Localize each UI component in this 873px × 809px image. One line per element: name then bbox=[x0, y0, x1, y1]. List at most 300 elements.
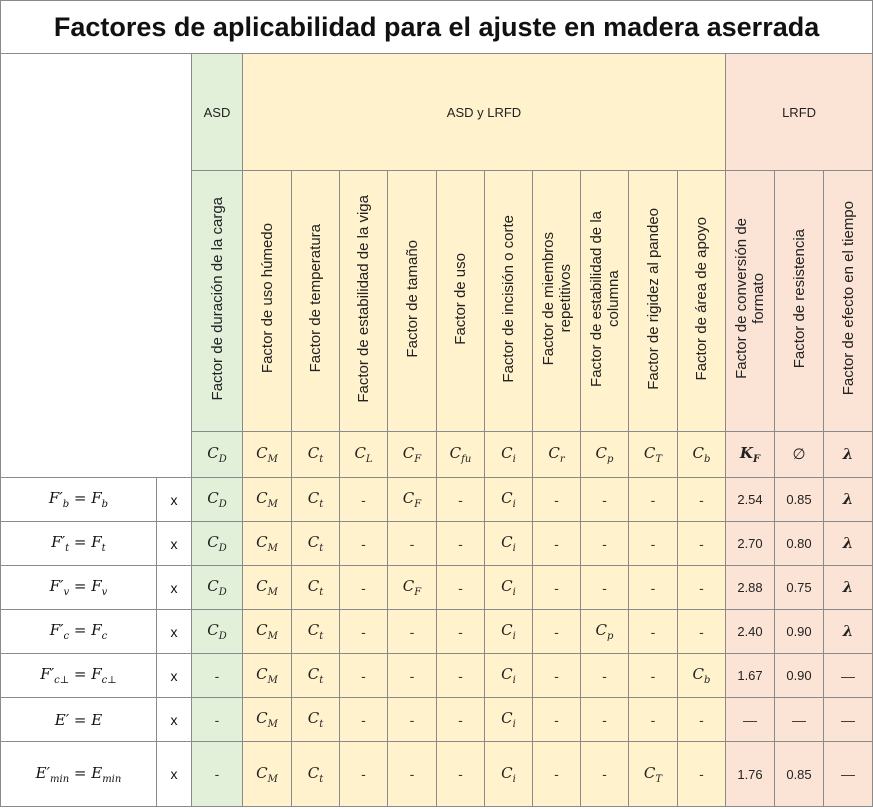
factor-value-symbol-sub: M bbox=[267, 675, 278, 686]
equation-rhs bbox=[91, 621, 108, 642]
factor-name: Factor de uso bbox=[452, 252, 469, 345]
factor-value-symbol bbox=[307, 621, 324, 642]
factor-value-symbol-sub: M bbox=[267, 499, 278, 510]
factor-value-cell bbox=[485, 654, 533, 698]
factor-value-symbol bbox=[256, 763, 278, 785]
factor-value-cell: - bbox=[629, 610, 678, 654]
factor-value-cell: — bbox=[726, 698, 775, 742]
factor-value-cell bbox=[485, 478, 533, 522]
equation-rhs-sub: t bbox=[101, 543, 106, 554]
factor-symbol-cell bbox=[775, 432, 824, 478]
factor-value-cell: - bbox=[533, 698, 581, 742]
factor-value-cell: - bbox=[340, 522, 388, 566]
factor-value-symbol-sub: M bbox=[267, 719, 278, 730]
factor-value-symbol-main: C bbox=[643, 763, 656, 782]
factor-value-symbol-main: C bbox=[307, 533, 320, 551]
factor-symbol bbox=[843, 445, 854, 463]
factor-symbol-main: C bbox=[692, 444, 705, 462]
factor-value-symbol bbox=[501, 621, 516, 642]
factor-value-cell: - bbox=[437, 478, 485, 522]
factor-value-symbol-main: C bbox=[307, 709, 320, 727]
multiply-sign: x bbox=[157, 610, 192, 654]
factor-symbol-sub: fu bbox=[461, 454, 472, 465]
factor-name-cell bbox=[192, 171, 243, 432]
equation-rhs-sub: c⊥ bbox=[101, 675, 117, 686]
factor-value-symbol-sub: i bbox=[512, 587, 516, 598]
factor-value-cell: 2.88 bbox=[726, 566, 775, 610]
factor-value-cell: - bbox=[581, 478, 629, 522]
equation-rhs-sub: b bbox=[101, 499, 109, 510]
equation-lhs bbox=[55, 711, 69, 729]
factor-value-cell: - bbox=[581, 742, 629, 807]
factor-value-cell: — bbox=[824, 742, 873, 807]
table-row bbox=[1, 654, 873, 698]
factor-value-cell bbox=[388, 566, 437, 610]
factor-name-cell bbox=[678, 171, 726, 432]
equation-lhs bbox=[48, 489, 70, 510]
group-header-asd-lrfd: ASD y LRFD bbox=[243, 54, 726, 171]
factor-value-cell: - bbox=[340, 566, 388, 610]
factor-value-cell bbox=[243, 522, 292, 566]
factor-value-symbol-sub: i bbox=[512, 719, 516, 730]
factor-value-symbol-sub: i bbox=[512, 631, 516, 642]
factor-symbol-cell bbox=[192, 432, 243, 478]
factor-value-cell bbox=[243, 654, 292, 698]
equation-rhs-main: F bbox=[91, 665, 102, 683]
factor-value-cell: - bbox=[581, 566, 629, 610]
factor-value-cell: - bbox=[388, 522, 437, 566]
factor-value-cell: - bbox=[340, 610, 388, 654]
factor-value-symbol-sub: i bbox=[512, 543, 516, 554]
equation-lhs bbox=[51, 533, 70, 554]
factor-value-cell bbox=[292, 654, 340, 698]
factor-value-symbol-main: C bbox=[307, 763, 320, 782]
factor-value-cell bbox=[292, 478, 340, 522]
lambda-symbol: λ bbox=[842, 622, 854, 640]
equation-rhs-main: F bbox=[91, 533, 102, 551]
factor-value-symbol-main: C bbox=[692, 665, 705, 683]
factor-value-cell bbox=[388, 478, 437, 522]
factor-value-cell: - bbox=[340, 478, 388, 522]
factor-name-cell bbox=[437, 171, 485, 432]
factor-value-symbol-sub: i bbox=[512, 675, 516, 686]
factor-value-cell: - bbox=[678, 522, 726, 566]
factor-value-symbol bbox=[402, 489, 422, 510]
factor-value-symbol-main: C bbox=[256, 489, 268, 507]
factor-symbol-sub: D bbox=[218, 454, 227, 465]
factor-value-cell: - bbox=[388, 610, 437, 654]
factor-value-cell: - bbox=[437, 522, 485, 566]
factor-value-symbol-main: C bbox=[501, 621, 513, 639]
factor-symbol-main: C bbox=[402, 444, 415, 462]
factor-value-symbol bbox=[307, 577, 324, 598]
factor-symbol bbox=[692, 444, 711, 465]
factor-symbol-cell bbox=[292, 432, 340, 478]
factor-value-cell: - bbox=[192, 742, 243, 807]
factor-value-symbol-sub: t bbox=[319, 773, 324, 785]
equation-lhs-main: E′ bbox=[35, 763, 51, 782]
factor-name-cell bbox=[775, 171, 824, 432]
factor-value-cell bbox=[485, 610, 533, 654]
factor-value-symbol-main: C bbox=[307, 621, 320, 639]
factor-value-symbol-sub: M bbox=[267, 543, 278, 554]
factor-value-symbol-main: C bbox=[207, 577, 219, 595]
equation-lhs-sub: b bbox=[62, 499, 70, 510]
factor-value-symbol-main: C bbox=[256, 621, 268, 639]
factor-value-cell: - bbox=[388, 654, 437, 698]
multiply-sign: x bbox=[157, 566, 192, 610]
equation-rhs-sub: min bbox=[102, 773, 122, 785]
equation-lhs-sub: min bbox=[50, 773, 70, 785]
factor-symbol-sub: M bbox=[267, 454, 278, 465]
equation-rhs bbox=[91, 665, 117, 686]
equation-rhs-main: F bbox=[91, 489, 102, 507]
factor-symbol bbox=[739, 444, 761, 465]
equation-lhs-main: F′ bbox=[51, 533, 66, 551]
factor-value-symbol bbox=[643, 763, 663, 785]
equals-sign: = bbox=[69, 577, 92, 595]
factor-symbol-main: C bbox=[256, 444, 268, 462]
factor-value-symbol bbox=[501, 763, 516, 785]
factor-value-symbol-sub: M bbox=[267, 631, 278, 642]
equation-rhs-main: E bbox=[91, 763, 103, 782]
factor-value-symbol-main: C bbox=[307, 489, 320, 507]
factor-symbol-sub: L bbox=[365, 454, 373, 465]
equation-lhs-sub: v bbox=[63, 587, 70, 598]
factor-symbol bbox=[449, 444, 472, 465]
equation-rhs bbox=[91, 711, 102, 729]
factor-symbol-main: C bbox=[354, 444, 366, 462]
factor-value-cell bbox=[824, 478, 873, 522]
equation-lhs-sub: c bbox=[63, 631, 70, 642]
factor-symbol-cell bbox=[581, 432, 629, 478]
factor-value-cell: - bbox=[629, 698, 678, 742]
factor-symbol-main: λ bbox=[842, 445, 854, 463]
factor-value-symbol bbox=[256, 489, 278, 510]
factor-value-cell bbox=[824, 522, 873, 566]
factor-value-cell: - bbox=[581, 698, 629, 742]
table-row bbox=[1, 698, 873, 742]
factor-value-cell: — bbox=[775, 698, 824, 742]
factor-value-cell: 0.75 bbox=[775, 566, 824, 610]
factor-value-symbol-main: C bbox=[307, 577, 320, 595]
table-row bbox=[1, 522, 873, 566]
factor-value-cell: - bbox=[533, 610, 581, 654]
factor-value-cell: - bbox=[533, 522, 581, 566]
factor-value-symbol-main: C bbox=[256, 709, 268, 727]
equals-sign: = bbox=[69, 665, 92, 683]
equation-rhs-sub: v bbox=[101, 587, 108, 598]
factor-value-cell bbox=[292, 522, 340, 566]
table-row bbox=[1, 566, 873, 610]
factor-value-symbol-sub: T bbox=[655, 773, 663, 785]
factor-value-symbol bbox=[307, 709, 324, 730]
factor-value-symbol bbox=[402, 577, 422, 598]
factor-value-symbol-sub: t bbox=[319, 499, 324, 510]
factor-value-symbol-sub: D bbox=[218, 631, 227, 642]
factor-value-cell bbox=[292, 742, 340, 807]
factor-value-cell: - bbox=[533, 654, 581, 698]
factor-value-cell bbox=[243, 566, 292, 610]
equation-lhs bbox=[49, 621, 70, 642]
factor-value-symbol-main: C bbox=[501, 489, 513, 507]
factor-symbol bbox=[501, 444, 516, 465]
factor-value-symbol bbox=[207, 577, 227, 598]
group-header-lrfd: LRFD bbox=[726, 54, 873, 171]
equals-sign: = bbox=[69, 621, 92, 639]
factor-value-cell: 0.80 bbox=[775, 522, 824, 566]
factor-value-cell bbox=[192, 566, 243, 610]
factor-symbol bbox=[643, 444, 663, 465]
equation-lhs bbox=[35, 763, 70, 785]
equation-rhs bbox=[91, 489, 109, 510]
factor-name: Factor de tamaño bbox=[403, 239, 421, 358]
factor-value-cell bbox=[243, 742, 292, 807]
factor-name-cell bbox=[292, 171, 340, 432]
factor-value-symbol-main: C bbox=[501, 709, 513, 727]
factor-value-cell: 0.85 bbox=[775, 478, 824, 522]
factor-value-cell: — bbox=[824, 698, 873, 742]
factor-value-cell: - bbox=[533, 742, 581, 807]
factor-value-symbol-sub: t bbox=[319, 675, 324, 686]
factor-symbol bbox=[307, 444, 324, 465]
lambda-symbol: λ bbox=[842, 490, 854, 508]
factor-name-cell bbox=[340, 171, 388, 432]
factor-name-cell bbox=[726, 171, 775, 432]
factor-symbol bbox=[354, 444, 373, 465]
factor-value-cell: - bbox=[678, 478, 726, 522]
equation-rhs bbox=[91, 763, 122, 785]
factor-value-cell bbox=[678, 654, 726, 698]
equals-sign: = bbox=[69, 533, 92, 551]
equation-rhs-sub: c bbox=[101, 631, 108, 642]
factor-symbol-cell bbox=[243, 432, 292, 478]
factor-value-symbol bbox=[501, 533, 516, 554]
factor-name: Factor de conversión de formato bbox=[733, 218, 767, 379]
factor-value-symbol-sub: D bbox=[218, 499, 227, 510]
equals-sign: = bbox=[69, 489, 92, 507]
factor-value-cell: 1.76 bbox=[726, 742, 775, 807]
factor-value-cell: - bbox=[437, 698, 485, 742]
multiply-sign: x bbox=[157, 522, 192, 566]
factor-name-cell bbox=[824, 171, 873, 432]
factor-value-cell: - bbox=[192, 698, 243, 742]
factor-value-cell bbox=[292, 610, 340, 654]
factor-value-symbol-main: C bbox=[501, 577, 513, 595]
factor-value-cell: - bbox=[437, 610, 485, 654]
factor-value-cell: 0.90 bbox=[775, 654, 824, 698]
factor-name-cell bbox=[243, 171, 292, 432]
factor-symbol bbox=[595, 444, 614, 465]
multiply-sign: x bbox=[157, 742, 192, 807]
factor-value-cell bbox=[243, 478, 292, 522]
table-row bbox=[1, 478, 873, 522]
factor-name: Factor de uso húmedo bbox=[258, 223, 276, 374]
factor-symbol-cell bbox=[824, 432, 873, 478]
factor-value-symbol-sub: t bbox=[319, 543, 324, 554]
factor-name: Factor de miembros repetitivos bbox=[539, 231, 574, 366]
factor-value-cell: - bbox=[581, 522, 629, 566]
factor-value-symbol bbox=[207, 621, 227, 642]
factor-value-cell: 2.40 bbox=[726, 610, 775, 654]
factor-symbol-sub: F bbox=[752, 454, 761, 465]
factor-value-symbol-main: C bbox=[207, 489, 219, 507]
factor-value-cell: 0.90 bbox=[775, 610, 824, 654]
factor-value-cell bbox=[485, 742, 533, 807]
factor-value-cell: - bbox=[533, 566, 581, 610]
factor-value-cell: - bbox=[437, 654, 485, 698]
factor-value-symbol-main: C bbox=[501, 763, 513, 782]
factor-value-symbol-main: C bbox=[595, 621, 608, 639]
factor-symbol bbox=[402, 444, 422, 465]
factor-symbol-sub: t bbox=[319, 454, 324, 465]
factor-symbol-cell bbox=[678, 432, 726, 478]
factor-value-cell: 1.67 bbox=[726, 654, 775, 698]
factor-value-cell: - bbox=[388, 742, 437, 807]
factor-value-symbol bbox=[307, 533, 324, 554]
factor-symbol-cell bbox=[726, 432, 775, 478]
factor-symbol-cell bbox=[485, 432, 533, 478]
factor-value-symbol-sub: t bbox=[319, 587, 324, 598]
factor-value-symbol bbox=[256, 577, 278, 598]
factor-value-symbol bbox=[501, 665, 516, 686]
multiply-sign: x bbox=[157, 478, 192, 522]
factor-value-symbol-main: C bbox=[207, 533, 219, 551]
factor-value-cell bbox=[485, 522, 533, 566]
factor-symbol-main: K bbox=[739, 444, 753, 462]
factor-value-symbol bbox=[256, 709, 278, 730]
equation-rhs bbox=[91, 577, 108, 598]
factor-value-symbol-main: C bbox=[402, 577, 415, 595]
table-row bbox=[1, 610, 873, 654]
factor-name-cell bbox=[388, 171, 437, 432]
factor-value-cell: - bbox=[388, 698, 437, 742]
equation-rhs bbox=[91, 533, 106, 554]
factor-value-symbol bbox=[501, 709, 516, 730]
equals-sign: = bbox=[69, 763, 92, 782]
factor-value-cell: - bbox=[629, 478, 678, 522]
factor-value-symbol bbox=[692, 665, 711, 686]
factor-value-symbol bbox=[307, 665, 324, 686]
equation-lhs-main: F′ bbox=[40, 665, 55, 683]
factor-symbol-main: C bbox=[548, 444, 560, 462]
factor-value-cell: - bbox=[533, 478, 581, 522]
factor-value-cell: - bbox=[340, 742, 388, 807]
factor-name: Factor de incisión o corte bbox=[500, 214, 517, 383]
factor-value-cell bbox=[192, 478, 243, 522]
factor-name: Factor de estabilidad de la viga bbox=[355, 194, 372, 403]
factor-value-cell: — bbox=[824, 654, 873, 698]
equation-cell bbox=[1, 610, 157, 654]
equals-sign: = bbox=[69, 710, 92, 729]
factor-value-cell: - bbox=[340, 654, 388, 698]
factor-symbol bbox=[256, 444, 278, 465]
factor-value-cell: - bbox=[678, 610, 726, 654]
factor-value-symbol bbox=[307, 489, 324, 510]
factor-value-cell bbox=[485, 698, 533, 742]
factor-value-cell bbox=[824, 566, 873, 610]
factor-value-symbol-sub: b bbox=[704, 675, 711, 686]
factor-value-symbol-sub: p bbox=[607, 631, 614, 642]
factor-symbol-cell bbox=[388, 432, 437, 478]
group-header-asd: ASD bbox=[192, 54, 243, 171]
factor-value-symbol bbox=[256, 665, 278, 686]
equation-cell bbox=[1, 742, 157, 807]
factor-symbol-main: C bbox=[643, 444, 656, 462]
factor-name-cell bbox=[533, 171, 581, 432]
factor-value-symbol-main: C bbox=[207, 621, 219, 639]
factor-symbol-main: ∅ bbox=[792, 445, 806, 463]
factor-symbol-sub: b bbox=[704, 454, 711, 465]
equation-lhs-main: F′ bbox=[49, 577, 64, 595]
factor-value-cell bbox=[292, 698, 340, 742]
factor-value-symbol bbox=[207, 489, 227, 510]
factor-value-cell bbox=[629, 742, 678, 807]
factor-name: Factor de duración de la carga bbox=[208, 196, 226, 401]
factor-value-symbol bbox=[501, 577, 516, 598]
factor-value-cell bbox=[192, 522, 243, 566]
table-title: Factores de aplicabilidad para el ajuste en madera aserrada bbox=[1, 1, 873, 54]
factor-value-cell: - bbox=[192, 654, 243, 698]
equation-lhs-main: E′ bbox=[54, 710, 70, 729]
factor-symbol-sub: T bbox=[655, 454, 663, 465]
factor-value-symbol-sub: F bbox=[414, 587, 422, 598]
factor-value-symbol-sub: D bbox=[218, 587, 227, 598]
equation-cell bbox=[1, 654, 157, 698]
factor-symbol-cell bbox=[629, 432, 678, 478]
factor-value-cell: 0.85 bbox=[775, 742, 824, 807]
factor-value-cell: 2.54 bbox=[726, 478, 775, 522]
factor-name: Factor de rigidez al pandeo bbox=[644, 207, 662, 390]
factor-symbol-cell bbox=[437, 432, 485, 478]
factor-symbol-sub: r bbox=[559, 454, 565, 465]
equation-lhs-main: F′ bbox=[49, 621, 64, 639]
factor-value-symbol bbox=[256, 533, 278, 554]
factor-value-cell bbox=[485, 566, 533, 610]
factor-symbol-main: C bbox=[501, 444, 513, 462]
factor-value-cell: - bbox=[678, 698, 726, 742]
factor-name: Factor de temperatura bbox=[307, 224, 324, 373]
equation-lhs bbox=[40, 665, 70, 686]
equation-lhs-sub: t bbox=[65, 543, 70, 554]
corner-blank-cell bbox=[1, 54, 192, 478]
factor-value-symbol-sub: M bbox=[267, 773, 278, 785]
factor-value-symbol-main: C bbox=[307, 665, 320, 683]
factor-name: Factor de resistencia bbox=[790, 228, 808, 369]
factor-value-cell bbox=[192, 610, 243, 654]
factor-symbol-cell bbox=[533, 432, 581, 478]
factor-name: Factor de efecto en el tiempo bbox=[839, 201, 857, 396]
factor-symbol-main: C bbox=[307, 444, 320, 462]
factor-symbol-sub: p bbox=[607, 454, 614, 465]
factor-symbol-main: C bbox=[595, 444, 608, 462]
factor-name-cell bbox=[629, 171, 678, 432]
factor-value-cell: - bbox=[678, 742, 726, 807]
factor-value-cell: - bbox=[437, 742, 485, 807]
factor-value-cell: - bbox=[340, 698, 388, 742]
factor-symbol-main: C bbox=[207, 444, 219, 462]
factor-name: Factor de estabilidad de la columna bbox=[587, 210, 622, 387]
table-row bbox=[1, 742, 873, 807]
factor-value-symbol-sub: M bbox=[267, 587, 278, 598]
factor-value-symbol bbox=[207, 533, 227, 554]
equation-lhs-main: F′ bbox=[48, 489, 63, 507]
factor-value-cell: - bbox=[437, 566, 485, 610]
factor-value-cell: - bbox=[581, 654, 629, 698]
factor-value-cell bbox=[581, 610, 629, 654]
factor-value-cell bbox=[243, 698, 292, 742]
factor-value-symbol bbox=[307, 763, 324, 785]
